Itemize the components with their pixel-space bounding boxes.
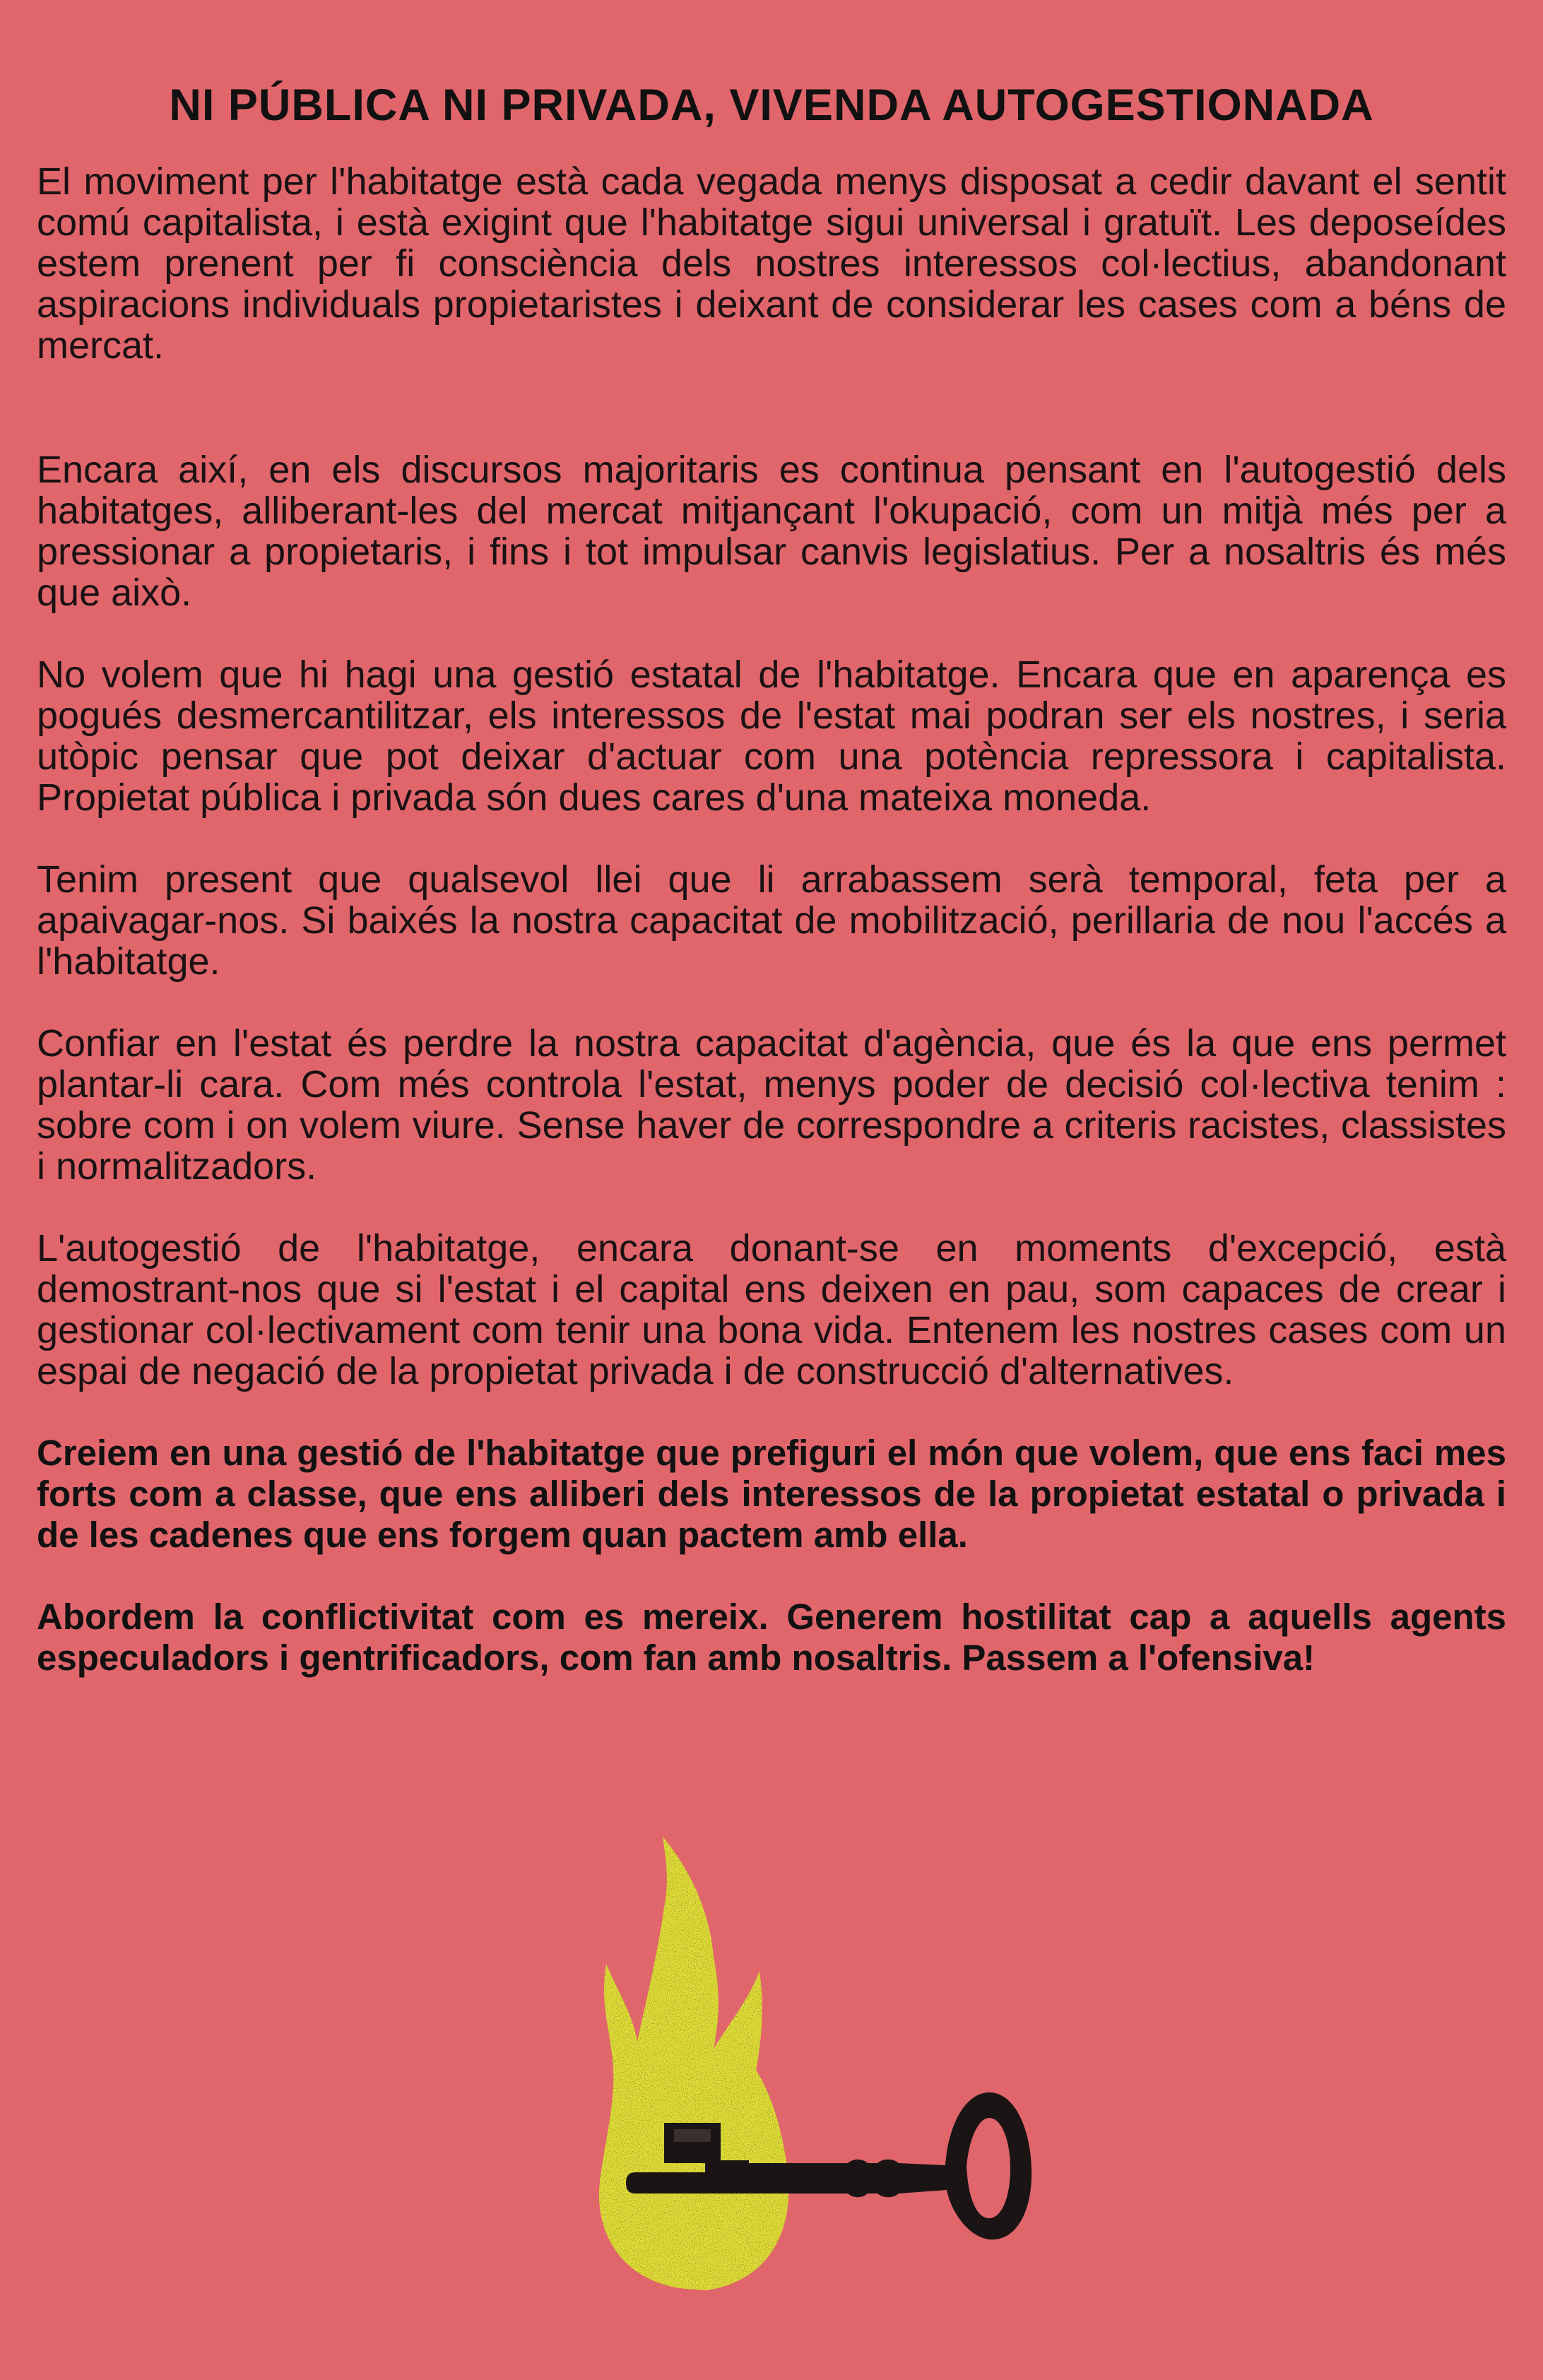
flame-icon bbox=[599, 1837, 788, 2290]
bold-paragraph-2: Abordem la conflictivitat com es mereix. Generem hostilitat cap a aquells agents especuladors i gentrificadors, com fan amb nosaltris. Passem a l'ofensiva! bbox=[37, 1597, 1506, 1678]
paragraph-5: Confiar en l'estat és perdre la nostra capacitat d'agència, que és la que ens permet plantar-li cara. Com més controla l'estat, menys poder de decisió col·lectiva tenim : sobre com i on volem viure. Sense haver de correspondre a criteris racistes, classistes i normalitzadors. bbox=[37, 1022, 1506, 1188]
paragraph-3: No volem que hi hagi una gestió estatal de l'habitatge. Encara que en aparença es pogués desmercantilitzar, els interessos de l'estat mai podran ser els nostres, i seria utòpic pensar que pot deixar d'actuar com una potència repressora i capitalista. Propietat pública i privada són dues cares d'una mateixa moneda. bbox=[37, 653, 1506, 819]
flyer bbox=[37, 78, 1506, 1679]
bold-paragraph-1: Creiem en una gestió de l'habitatge que prefiguri el món que volem, que ens faci mes forts com a classe, que ens alliberi dels interessos de la propietat estatal o privada i de les cadenes que ens forgem quan pactem amb ella. bbox=[37, 1433, 1506, 1555]
paragraph-2: Encara així, en els discursos majoritaris es continua pensant en l'autogestió dels habitatges, alliberant-les del mercat mitjançant l'okupació, com un mitjà més per a pressionar a propietaris, i fins i tot impulsar canvis legislatius. Per a nosaltris és més que això. bbox=[37, 449, 1506, 614]
flame-key-emblem bbox=[579, 1837, 1046, 2317]
paragraph-1: El moviment per l'habitatge està cada vegada menys disposat a cedir davant el sentit comú capitalista, i està exigint que l'habitatge sigui universal i gratuït. Les deposeídes estem prenent per fi consciència dels nostres interessos col·lectius, abandonant aspiracions individuals propietaristes i deixant de considerar les cases com a béns de mercat. bbox=[37, 160, 1506, 367]
paragraph-6: L'autogestió de l'habitatge, encara donant-se en moments d'excepció, està demostrant-nos que si l'estat i el capital ens deixen en pau, som capaces de crear i gestionar col·lectivament com tenir una bona vida. Entenem les nostres cases com un espai de negació de la propietat privada i de construcció d'alternatives. bbox=[37, 1227, 1506, 1392]
paragraph-4: Tenim present que qualsevol llei que li arrabassem serà temporal, feta per a apaivagar-nos. Si baixés la nostra capacitat de mobilització, perillaria de nou l'accés a l'habitatge. bbox=[37, 858, 1506, 983]
page-title: NI PÚBLICA NI PRIVADA, VIVENDA AUTOGESTIONADA bbox=[169, 81, 1374, 130]
